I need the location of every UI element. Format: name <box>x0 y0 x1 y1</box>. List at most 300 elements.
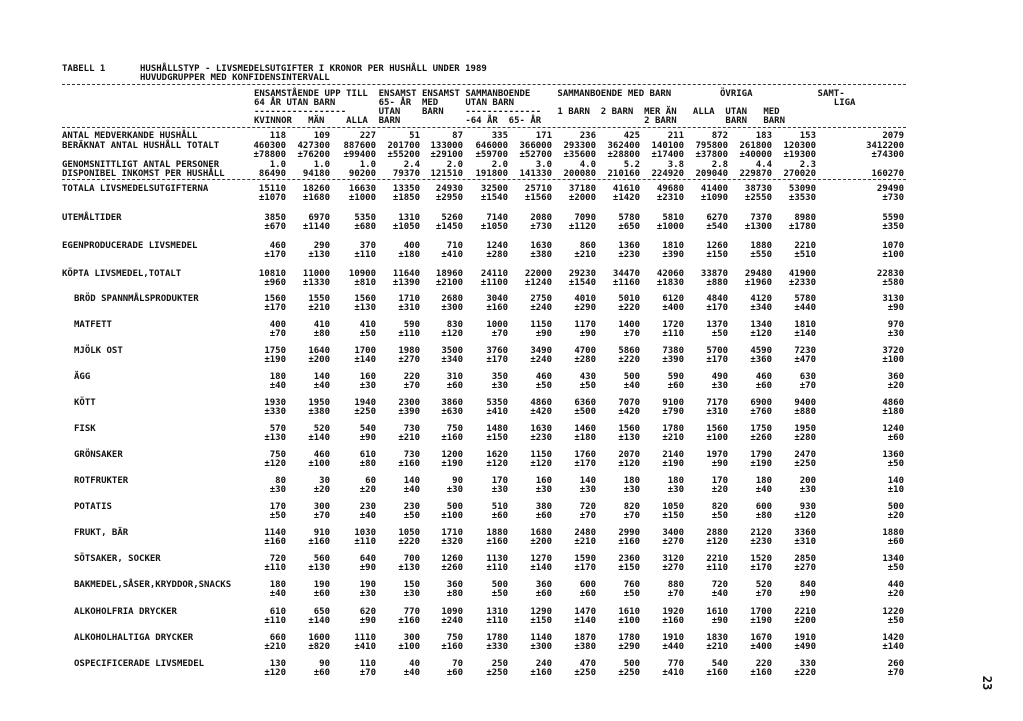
table-cell: 3360 <box>794 528 816 538</box>
table-cell: ±90 <box>535 329 552 339</box>
row-label: POTATIS <box>74 502 112 512</box>
table-cell: 130 <box>269 659 286 669</box>
table-cell: 1150 <box>530 450 552 460</box>
divider <box>62 84 906 85</box>
table-cell: 220 <box>755 659 772 669</box>
divider <box>62 127 906 128</box>
table-cell: 1600 <box>308 633 330 643</box>
table-cell: 29230 <box>568 269 596 279</box>
table-cell: ±60 <box>491 511 508 521</box>
table-cell: ±1300 <box>744 222 772 232</box>
row-label: KÖPTA LIVSMEDEL,TOTALT <box>62 269 182 279</box>
table-cell: 335 <box>491 131 508 141</box>
table-cell: ±70 <box>755 589 772 599</box>
row-label: GRÖNSAKER <box>74 450 123 460</box>
table-cell: 1560 <box>264 294 286 304</box>
table-cell: 209040 <box>695 169 728 179</box>
table-cell: ±90 <box>711 616 728 626</box>
row-label: ANTAL MEDVERKANDE HUSHÅLL <box>62 131 198 141</box>
table-cell: ±19300 <box>783 150 816 160</box>
table-cell: 540 <box>711 659 728 669</box>
table-cell: 1710 <box>398 294 420 304</box>
table-cell: ±1330 <box>302 278 330 288</box>
table-cell: 650 <box>313 607 330 617</box>
table-cell: ±180 <box>882 407 904 417</box>
table-cell: 4840 <box>706 294 728 304</box>
table-cell: ±210 <box>308 303 330 313</box>
table-cell: 1610 <box>706 607 728 617</box>
table-cell: 370 <box>359 241 376 251</box>
table-cell: 1170 <box>574 320 596 330</box>
table-cell: ±340 <box>441 355 463 365</box>
table-cell: 640 <box>359 554 376 564</box>
table-cell: ±210 <box>662 433 684 443</box>
table-cell: 1780 <box>486 633 508 643</box>
table-cell: 460300 <box>253 141 286 151</box>
table-cell: ±270 <box>398 355 420 365</box>
table-cell: 1620 <box>486 450 508 460</box>
table-cell: 140100 <box>651 141 684 151</box>
table-cell: ±30 <box>799 485 816 495</box>
table-cell: 1260 <box>706 241 728 251</box>
table-cell: ±250 <box>794 459 816 469</box>
table-cell: 1950 <box>308 398 330 408</box>
table-cell: 190 <box>313 580 330 590</box>
row-label: UTEMÅLTIDER <box>62 213 122 223</box>
table-cell: ±17400 <box>651 150 684 160</box>
table-cell: 500 <box>887 502 904 512</box>
table-cell: 6360 <box>574 398 596 408</box>
table-cell: ±30 <box>359 381 376 391</box>
table-cell: 1220 <box>882 607 904 617</box>
table-cell: ±70 <box>579 511 596 521</box>
table-cell: 300 <box>313 502 330 512</box>
table-cell: 1360 <box>882 450 904 460</box>
table-cell: ±50 <box>887 459 904 469</box>
table-cell: 440 <box>887 580 904 590</box>
table-cell: 11640 <box>392 269 420 279</box>
table-cell: 1880 <box>486 528 508 538</box>
table-cell: 3412200 <box>866 141 904 151</box>
table-cell: 1260 <box>441 554 463 564</box>
table-cell: ±410 <box>662 668 684 678</box>
row-label: ROTFRUKTER <box>74 476 129 486</box>
table-cell: 87 <box>452 131 463 141</box>
table-cell: ±170 <box>706 355 728 365</box>
table-cell: ±160 <box>706 668 728 678</box>
table-cell: ±210 <box>398 433 420 443</box>
table-cell: 70 <box>452 659 463 669</box>
table-cell: 590 <box>667 372 684 382</box>
table-cell: ±60 <box>755 381 772 391</box>
table-cell: ±50 <box>711 329 728 339</box>
table-cell: ±240 <box>530 303 552 313</box>
table-cell: ±70 <box>403 381 420 391</box>
table-cell: 180 <box>755 476 772 486</box>
table-cell: ±160 <box>750 668 772 678</box>
table-cell: 109 <box>313 131 330 141</box>
table-cell: 2.0 <box>491 160 508 170</box>
table-cell: ±110 <box>398 329 420 339</box>
row-label: GENOMSNITTLIGT ANTAL PERSONER <box>62 160 220 170</box>
table-cell: 6270 <box>706 213 728 223</box>
table-cell: 1110 <box>354 633 376 643</box>
table-cell: 30 <box>319 476 330 486</box>
table-cell: 41400 <box>700 184 728 194</box>
table-cell: ±80 <box>359 459 376 469</box>
table-cell: ±210 <box>574 250 596 260</box>
table-cell: ±2310 <box>656 193 684 203</box>
table-cell: 6970 <box>308 213 330 223</box>
table-cell: 1870 <box>574 633 596 643</box>
table-cell: ±60 <box>535 589 552 599</box>
table-cell: 330 <box>799 659 816 669</box>
table-cell: 840 <box>799 580 816 590</box>
table-cell: ±730 <box>530 222 552 232</box>
table-cell: 310 <box>446 372 463 382</box>
table-cell: 3040 <box>486 294 508 304</box>
table-cell: 230 <box>359 502 376 512</box>
table-cell: ±880 <box>794 407 816 417</box>
table-cell: 2990 <box>618 528 640 538</box>
table-cell: 1520 <box>750 554 772 564</box>
table-cell: 1200 <box>441 450 463 460</box>
table-cell: 29480 <box>744 269 772 279</box>
table-cell: ±250 <box>354 407 376 417</box>
table-cell: ±760 <box>750 407 772 417</box>
table-cell: ±120 <box>264 459 286 469</box>
table-cell: ±70 <box>623 511 640 521</box>
table-cell: 795800 <box>695 141 728 151</box>
table-cell: ±2330 <box>788 278 816 288</box>
table-cell: 22830 <box>876 269 904 279</box>
table-cell: ±110 <box>354 250 376 260</box>
table-cell: ±90 <box>579 329 596 339</box>
table-cell: ±410 <box>354 642 376 652</box>
table-cell: ±200 <box>308 355 330 365</box>
table-cell: 400 <box>269 320 286 330</box>
table-cell: 1810 <box>794 320 816 330</box>
table-cell: ±220 <box>794 668 816 678</box>
table-cell: ±170 <box>574 563 596 573</box>
table-cell: 150 <box>403 580 420 590</box>
table-cell: ±140 <box>308 616 330 626</box>
table-cell: ±120 <box>750 329 772 339</box>
table-cell: 646000 <box>475 141 508 151</box>
table-cell: 1750 <box>750 424 772 434</box>
row-label: BRÖD SPANNMÅLSPRODUKTER <box>74 294 199 304</box>
table-cell: 510 <box>491 502 508 512</box>
table-cell: 90 <box>452 476 463 486</box>
table-cell: 1000 <box>486 320 508 330</box>
table-cell: ±20 <box>359 485 376 495</box>
row-label: FRUKT, BÄR <box>74 528 129 538</box>
table-cell: ±1960 <box>744 278 772 288</box>
table-cell: 22000 <box>524 269 552 279</box>
table-cell: ±880 <box>706 278 728 288</box>
table-cell: ±80 <box>755 511 772 521</box>
table-cell: 4700 <box>574 346 596 356</box>
table-cell: ±580 <box>882 278 904 288</box>
table-cell: ±1450 <box>435 222 463 232</box>
table-cell: ±1140 <box>302 222 330 232</box>
table-cell: ±280 <box>794 433 816 443</box>
table-cell: ±170 <box>264 303 286 313</box>
table-cell: ±1090 <box>700 193 728 203</box>
table-cell: 2470 <box>794 450 816 460</box>
table-cell: ±30 <box>359 589 376 599</box>
table-cell: 750 <box>269 450 286 460</box>
table-cell: 760 <box>623 580 640 590</box>
table-cell: ±70 <box>491 329 508 339</box>
table-cell: 1780 <box>618 633 640 643</box>
table-cell: ±160 <box>398 459 420 469</box>
table-cell: ±100 <box>706 433 728 443</box>
table-cell: ±99400 <box>343 150 376 160</box>
table-cell: ±500 <box>574 407 596 417</box>
table-cell: ±3530 <box>788 193 816 203</box>
row-label: BAKMEDEL,SÅSER,KRYDDOR,SNACKS <box>74 580 232 590</box>
table-cell: ±50 <box>623 589 640 599</box>
table-cell: ±190 <box>750 459 772 469</box>
table-cell: 220 <box>403 372 420 382</box>
table-cell: ±150 <box>662 511 684 521</box>
table-cell: ±60 <box>579 589 596 599</box>
table-subtitle: HUVUDGRUPPER MED KONFIDENSINTERVALL <box>140 73 330 83</box>
table-cell: 1030 <box>354 528 376 538</box>
table-cell: ±270 <box>662 563 684 573</box>
table-cell: 250 <box>491 659 508 669</box>
table-cell: 180 <box>667 476 684 486</box>
table-cell: 160 <box>359 372 376 382</box>
table-cell: 2210 <box>706 554 728 564</box>
table-cell: ±2550 <box>744 193 772 203</box>
table-cell: ±130 <box>398 563 420 573</box>
table-cell: 211 <box>667 131 684 141</box>
table-cell: 2880 <box>706 528 728 538</box>
table-cell: ±650 <box>618 222 640 232</box>
table-cell: 1700 <box>354 346 376 356</box>
table-cell: 24110 <box>480 269 508 279</box>
table-cell: 7370 <box>750 213 772 223</box>
table-cell: ±240 <box>441 616 463 626</box>
table-cell: ±37800 <box>695 150 728 160</box>
table-cell: ±40 <box>269 589 286 599</box>
column-header-line-3: ----------------- UTAN BARN -------------- 1 BARN 2 BARN MER ÄN ALLA UTAN MED <box>254 107 780 117</box>
table-cell: ±120 <box>441 329 463 339</box>
table-cell: 872 <box>711 131 728 141</box>
table-cell: 6120 <box>662 294 684 304</box>
divider <box>62 179 906 180</box>
table-cell: ±100 <box>882 355 904 365</box>
table-cell: 4860 <box>882 398 904 408</box>
table-cell: ±810 <box>354 278 376 288</box>
table-cell: ±310 <box>706 407 728 417</box>
table-cell: 360 <box>887 372 904 382</box>
table-cell: ±1830 <box>656 278 684 288</box>
table-cell: 2210 <box>794 241 816 251</box>
table-cell: ±820 <box>308 642 330 652</box>
table-cell: ±110 <box>486 616 508 626</box>
table-cell: ±160 <box>662 616 684 626</box>
table-cell: ±130 <box>354 303 376 313</box>
table-cell: ±670 <box>264 222 286 232</box>
table-cell: 1560 <box>354 294 376 304</box>
table-cell: 140 <box>887 476 904 486</box>
table-cell: ±160 <box>486 537 508 547</box>
table-cell: 887600 <box>343 141 376 151</box>
table-cell: ±190 <box>264 355 286 365</box>
table-cell: 5860 <box>618 346 640 356</box>
table-cell: 1360 <box>618 241 640 251</box>
table-cell: ±120 <box>264 668 286 678</box>
table-cell: 94180 <box>302 169 330 179</box>
table-cell: ±410 <box>441 250 463 260</box>
table-cell: ±140 <box>794 329 816 339</box>
table-cell: 5810 <box>662 213 684 223</box>
table-cell: ±1540 <box>480 193 508 203</box>
table-cell: 5700 <box>706 346 728 356</box>
table-cell: 34470 <box>612 269 640 279</box>
table-cell: 224920 <box>651 169 684 179</box>
table-cell: 366000 <box>519 141 552 151</box>
table-cell: 820 <box>711 502 728 512</box>
table-cell: 4.4 <box>755 160 772 170</box>
table-cell: ±390 <box>662 250 684 260</box>
table-cell: ±250 <box>574 668 596 678</box>
table-cell: ±70 <box>269 329 286 339</box>
table-cell: ±90 <box>799 589 816 599</box>
table-cell: ±50 <box>711 511 728 521</box>
table-cell: 1700 <box>750 607 772 617</box>
table-cell: ±140 <box>574 616 596 626</box>
table-cell: 500 <box>491 580 508 590</box>
table-cell: 141330 <box>519 169 552 179</box>
table-cell: 79370 <box>392 169 420 179</box>
table-cell: ±380 <box>308 407 330 417</box>
table-cell: 190 <box>359 580 376 590</box>
table-cell: 630 <box>799 372 816 382</box>
table-cell: ±59700 <box>475 150 508 160</box>
table-cell: ±380 <box>530 250 552 260</box>
table-cell: 170 <box>711 476 728 486</box>
table-cell: 3.8 <box>667 160 684 170</box>
table-cell: ±190 <box>750 616 772 626</box>
table-cell: ±30 <box>667 485 684 495</box>
table-cell: ±30 <box>491 381 508 391</box>
table-cell: 2080 <box>530 213 552 223</box>
table-cell: ±50 <box>403 511 420 521</box>
table-cell: 1.0 <box>313 160 330 170</box>
table-cell: 500 <box>623 372 640 382</box>
table-cell: ±140 <box>308 433 330 443</box>
table-cell: 1980 <box>398 346 420 356</box>
table-cell: 183 <box>755 131 772 141</box>
table-cell: ±540 <box>706 222 728 232</box>
table-cell: ±170 <box>750 563 772 573</box>
table-cell: 2070 <box>618 450 640 460</box>
table-cell: ±550 <box>750 250 772 260</box>
table-cell: 2480 <box>574 528 596 538</box>
table-cell: 410 <box>313 320 330 330</box>
table-cell: ±180 <box>574 433 596 443</box>
table-cell: 700 <box>403 554 420 564</box>
table-cell: 720 <box>711 580 728 590</box>
table-cell: 227 <box>359 131 376 141</box>
table-cell: 2360 <box>618 554 640 564</box>
table-cell: 60 <box>365 476 376 486</box>
table-cell: 1750 <box>264 346 286 356</box>
table-cell: ±120 <box>618 459 640 469</box>
table-cell: 3.0 <box>535 160 552 170</box>
table-cell: ±40 <box>755 485 772 495</box>
table-cell: 880 <box>667 580 684 590</box>
table-cell: 1670 <box>750 633 772 643</box>
table-cell: 290 <box>313 241 330 251</box>
table-cell: 1880 <box>882 528 904 538</box>
table-cell: 570 <box>269 424 286 434</box>
table-cell: ±390 <box>662 355 684 365</box>
table-cell: 120300 <box>783 141 816 151</box>
table-cell: 540 <box>359 424 376 434</box>
table-cell: ±30 <box>711 381 728 391</box>
table-cell: 750 <box>446 424 463 434</box>
table-cell: 750 <box>446 633 463 643</box>
table-cell: ±120 <box>530 459 552 469</box>
table-cell: ±160 <box>264 537 286 547</box>
table-cell: ±210 <box>264 642 286 652</box>
table-cell: ±40 <box>359 511 376 521</box>
table-cell: ±150 <box>706 250 728 260</box>
row-label: SÖTSAKER, SOCKER <box>74 554 161 564</box>
table-cell: ±440 <box>794 303 816 313</box>
table-cell: ±110 <box>662 329 684 339</box>
table-cell: 261800 <box>739 141 772 151</box>
table-cell: 7380 <box>662 346 684 356</box>
table-cell: ±270 <box>794 563 816 573</box>
table-cell: ±70 <box>359 668 376 678</box>
table-cell: ±1070 <box>258 193 286 203</box>
table-cell: ±190 <box>441 459 463 469</box>
table-cell: 520 <box>755 580 772 590</box>
table-cell: 5010 <box>618 294 640 304</box>
table-cell: 2300 <box>398 398 420 408</box>
table-cell: 7140 <box>486 213 508 223</box>
table-cell: 51 <box>409 131 420 141</box>
table-cell: 236 <box>579 131 596 141</box>
table-cell: ±20 <box>313 485 330 495</box>
table-cell: ±510 <box>794 250 816 260</box>
table-cell: 1340 <box>882 554 904 564</box>
table-cell: 1050 <box>662 502 684 512</box>
table-cell: ±70 <box>799 381 816 391</box>
table-cell: ±30 <box>403 589 420 599</box>
table-cell: ±60 <box>313 668 330 678</box>
table-cell: 7070 <box>618 398 640 408</box>
table-cell: 470 <box>579 659 596 669</box>
table-cell: ±52700 <box>519 150 552 160</box>
table-cell: ±100 <box>618 616 640 626</box>
table-cell: ±350 <box>882 222 904 232</box>
table-cell: 1240 <box>882 424 904 434</box>
table-cell: 3760 <box>486 346 508 356</box>
table-cell: ±1160 <box>612 278 640 288</box>
table-cell: 1720 <box>662 320 684 330</box>
row-label: BERÄKNAT ANTAL HUSHÅLL TOTALT <box>62 141 220 151</box>
table-cell: ±60 <box>446 381 463 391</box>
table-cell: 860 <box>579 241 596 251</box>
table-cell: ±40 <box>711 589 728 599</box>
